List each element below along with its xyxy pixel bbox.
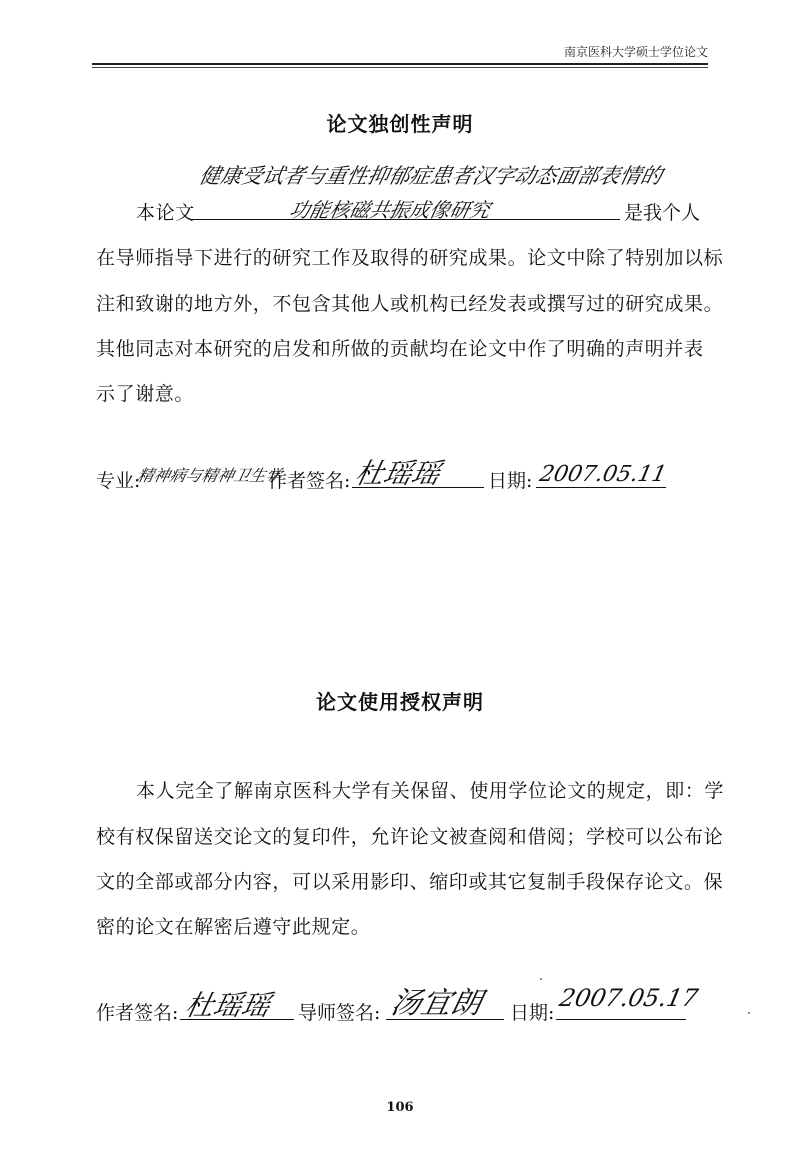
scan-speck xyxy=(540,978,542,980)
thesis-prefix: 本论文 xyxy=(136,202,195,224)
advisor-signature: 汤宜朗 xyxy=(387,986,485,1021)
major-label: 专业: xyxy=(96,470,141,492)
major-signature: 精神病与精神卫生学 xyxy=(135,466,284,485)
header-rule xyxy=(92,63,708,65)
advisor-label: 导师签名: xyxy=(298,1002,381,1024)
authorization-title: 论文使用授权声明 xyxy=(316,690,484,714)
scan-speck xyxy=(748,1012,750,1014)
authorization-date-underline xyxy=(556,1019,686,1020)
thesis-title-handwritten-line2: 功能核磁共振成像研究 xyxy=(287,198,493,222)
page-number: 106 xyxy=(386,1100,414,1115)
authorization-body-line-3: 文的全部或部分内容，可以采用影印、缩印或其它复制手段保存论文。保 xyxy=(96,871,724,893)
declaration-date-label: 日期: xyxy=(488,470,533,492)
advisor-underline xyxy=(386,1019,504,1020)
thesis-suffix: 是我个人 xyxy=(624,202,701,224)
authorization-author-underline xyxy=(180,1019,294,1020)
thesis-title-underline xyxy=(190,219,620,220)
declaration-title: 论文独创性声明 xyxy=(326,112,474,136)
declaration-body-line-4: 示了谢意。 xyxy=(96,383,195,405)
authorization-body-line-4: 密的论文在解密后遵守此规定。 xyxy=(96,916,371,938)
authorization-author-label: 作者签名: xyxy=(96,1002,179,1024)
declaration-date-underline xyxy=(536,487,666,488)
declaration-body-line-3: 其他同志对本研究的启发和所做的贡献均在论文中作了明确的声明并表 xyxy=(96,338,704,360)
declaration-body-line-2: 注和致谢的地方外，不包含其他人或机构已经发表或撰写过的研究成果。 xyxy=(96,293,724,315)
authorization-date-label: 日期: xyxy=(510,1002,555,1024)
thesis-title-handwritten-line1: 健康受试者与重性抑郁症患者汉字动态面部表情的 xyxy=(197,164,665,188)
declaration-body-line-1: 在导师指导下进行的研究工作及取得的研究成果。论文中除了特别加以标 xyxy=(96,247,724,269)
authorization-date-value: 2007.05.17 xyxy=(557,984,701,1012)
running-header: 南京医科大学硕士学位论文 xyxy=(563,45,708,59)
authorization-body-line-2: 校有权保留送交论文的复印件，允许论文被查阅和借阅；学校可以公布论 xyxy=(96,826,724,848)
declaration-author-label: 作者签名: xyxy=(268,470,351,492)
authorization-author-signature: 杜瑶瑶 xyxy=(182,989,274,1022)
header-rule-thin xyxy=(92,67,708,68)
declaration-author-signature: 杜瑶瑶 xyxy=(352,457,444,490)
declaration-date-value: 2007.05.11 xyxy=(537,462,669,487)
authorization-body-line-1: 本人完全了解南京医科大学有关保留、使用学位论文的规定，即：学 xyxy=(136,780,725,802)
declaration-author-underline xyxy=(352,487,484,488)
